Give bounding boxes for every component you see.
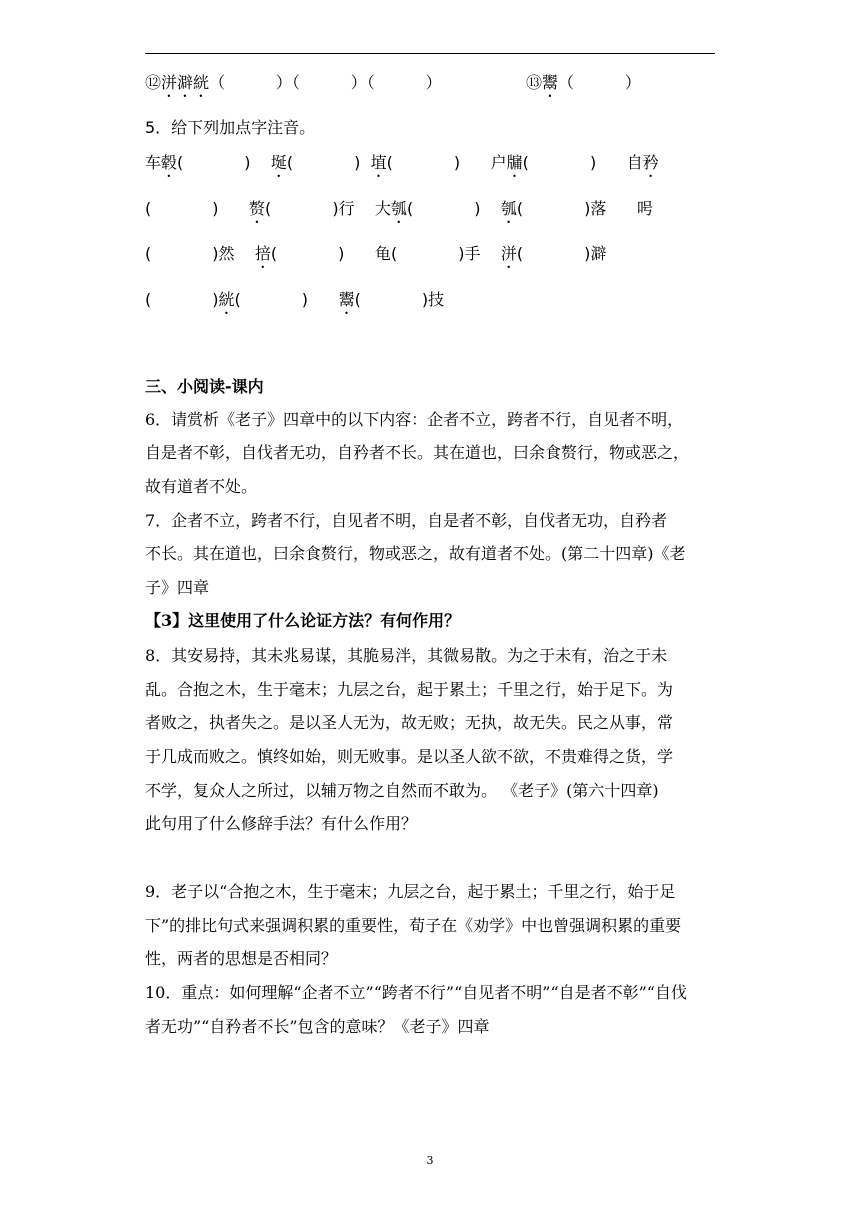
question-6-line: 6．请赏析《老子》四章中的以下内容：企者不立，跨者不行，自见者不明， [145, 410, 684, 429]
question-8-line: 于几成而败之。慎终如始，则无败事。是以圣人欲不欲，不贵难得之货，学 [145, 747, 674, 766]
question-5-line-4: ( )絖( ) 鬻( )技 [145, 290, 445, 309]
question-8-line: 乱。合抱之木，生于毫末；九层之台，起于累土；千里之行，始于足下。为 [145, 680, 674, 699]
question-9-line: 9．老子以“合抱之木，生于毫末；九层之台，起于累土；千里之行，始于足 [145, 882, 676, 901]
header-rule [145, 53, 715, 54]
item-12: ⑫洴澼絖（ ）（ ）（ ） [145, 73, 442, 92]
question-9-line: 性，两者的思想是否相同？ [145, 949, 338, 968]
question-7-line: 子》四章 [145, 578, 210, 597]
question-10-line: 10．重点：如何理解“企者不立”“跨者不行”“自见者不明”“自是者不彰”“自伐 [145, 983, 687, 1002]
question-9-line: 下”的排比句式来强调积累的重要性，荀子在《劝学》中也曾强调积累的重要 [145, 916, 682, 935]
question-5-title: 5．给下列加点字注音。 [145, 118, 316, 137]
section-heading: 三、小阅读-课内 [145, 377, 264, 396]
item-13: ⑬鬻（ ） [526, 73, 641, 92]
question-8-prompt: 此句用了什么修辞手法？有什么作用？ [145, 814, 418, 833]
question-7-line: 7．企者不立，跨者不行，自见者不明，自是者不彰，自伐者无功，自矜者 [145, 511, 668, 530]
question-5-line-2: ( ) 赘( )行 大瓠( ) 瓠( )落 呺 [145, 199, 653, 218]
question-8-line: 8．其安易持，其未兆易谋，其脆易泮，其微易散。为之于未有，治之于未 [145, 646, 668, 665]
question-7-line: 不长。其在道也，曰余食赘行，物或恶之，故有道者不处。(第二十四章)《老 [145, 544, 686, 563]
page-number: 3 [426, 1154, 434, 1167]
question-5-line-3: ( )然 掊( ) 龟( )手 洴( )澼 [145, 244, 607, 263]
question-8-line: 者败之，执者失之。是以圣人无为，故无败；无执，故无失。民之从事，常 [145, 713, 674, 732]
question-10-line: 者无功”“自矜者不长”包含的意味？《老子》四章 [145, 1017, 490, 1036]
question-7-prompt: 【3】这里使用了什么论证方法？有何作用？ [145, 611, 461, 630]
question-6-line: 自是者不彰，自伐者无功，自矜者不长。其在道也，曰余食赘行，物或恶之， [145, 443, 690, 462]
question-8-line: 不学，复众人之所过，以辅万物之自然而不敢为。 《老子》(第六十四章) [145, 781, 659, 800]
question-6-line: 故有道者不处。 [145, 477, 258, 496]
question-5-line-1: 车毂( ) 埏( ) 埴( ) 户牖( ) 自矜 [145, 153, 659, 172]
